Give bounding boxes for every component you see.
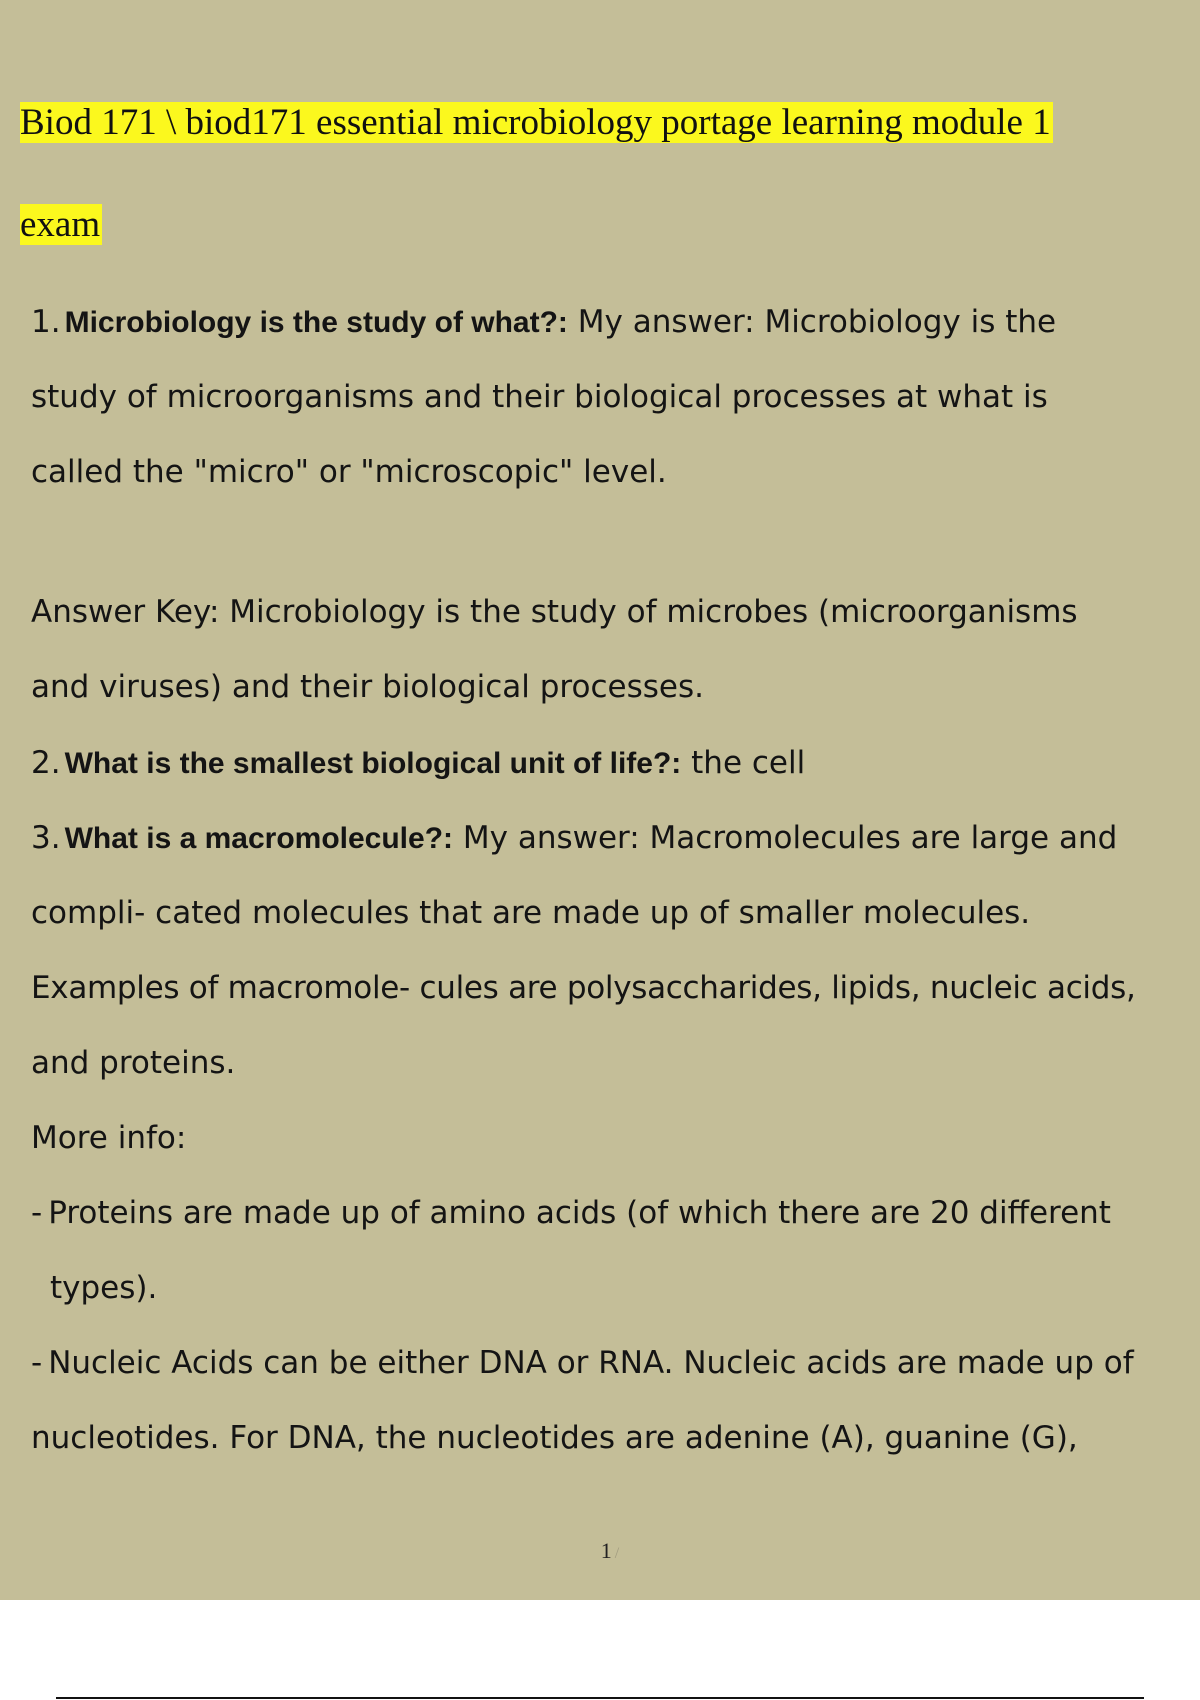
page-number-value: 1 xyxy=(600,1538,612,1563)
title-highlight-1: Biod 171 \ biod171 essential microbiology portage learning module 1 xyxy=(20,102,1051,143)
more-info-label: More info: xyxy=(31,1120,187,1156)
question-1-number: 1. xyxy=(31,304,61,340)
question-3-answer-line-2: compli- cated molecules that are made up of smaller molecules. xyxy=(31,895,1031,931)
question-1-text: Microbiology is the study of what?: xyxy=(64,306,568,339)
bullet-nucleic-acids-line-2: nucleotides. For DNA, the nucleotides are adenine (A), guanine (G), xyxy=(31,1420,1078,1456)
bullet-proteins xyxy=(31,1193,1111,1233)
question-2-answer: the cell xyxy=(681,745,806,781)
question-3-number: 3. xyxy=(31,820,61,856)
page-number xyxy=(0,1538,1200,1564)
title-highlight-2: exam xyxy=(20,204,101,245)
question-3-text: What is a macromolecule?: xyxy=(64,822,454,855)
question-2-text: What is the smallest biological unit of life?: xyxy=(64,747,682,780)
bullet-dash: - xyxy=(31,1345,43,1381)
question-3-answer-line-4: and proteins. xyxy=(31,1045,236,1081)
question-1-answer-line-2: study of microorganisms and their biological processes at what is xyxy=(31,379,1048,415)
question-3 xyxy=(31,818,1117,859)
bullet-proteins-text: Proteins are made up of amino acids (of which there are 20 different xyxy=(48,1195,1111,1231)
question-3-answer-line-3: Examples of macromole- cules are polysaccharides, lipids, nucleic acids, xyxy=(31,970,1136,1006)
page-number-separator: / xyxy=(614,1545,620,1562)
answer-key-line-2: and viruses) and their biological processes. xyxy=(31,669,704,705)
question-2-number: 2. xyxy=(31,745,61,781)
bullet-nucleic-acids xyxy=(31,1343,1134,1383)
question-1-answer-line-3: called the "micro" or "microscopic" level. xyxy=(31,454,667,490)
question-3-answer: My answer: Macromolecules are large and xyxy=(453,820,1118,856)
question-2 xyxy=(31,743,805,784)
document-title-line-1 xyxy=(20,100,1053,146)
answer-key-line-1: Answer Key: Microbiology is the study of microbes (microorganisms xyxy=(31,594,1078,630)
bullet-dash: - xyxy=(31,1195,43,1231)
document-title-line-2 xyxy=(20,202,102,248)
question-1 xyxy=(31,302,1056,343)
next-page-divider xyxy=(56,1697,1144,1699)
question-1-answer: My answer: Microbiology is the xyxy=(567,304,1057,340)
bullet-nucleic-acids-text: Nucleic Acids can be either DNA or RNA. Nucleic acids are made up of xyxy=(48,1345,1134,1381)
bullet-proteins-line-2: types). xyxy=(50,1270,158,1306)
